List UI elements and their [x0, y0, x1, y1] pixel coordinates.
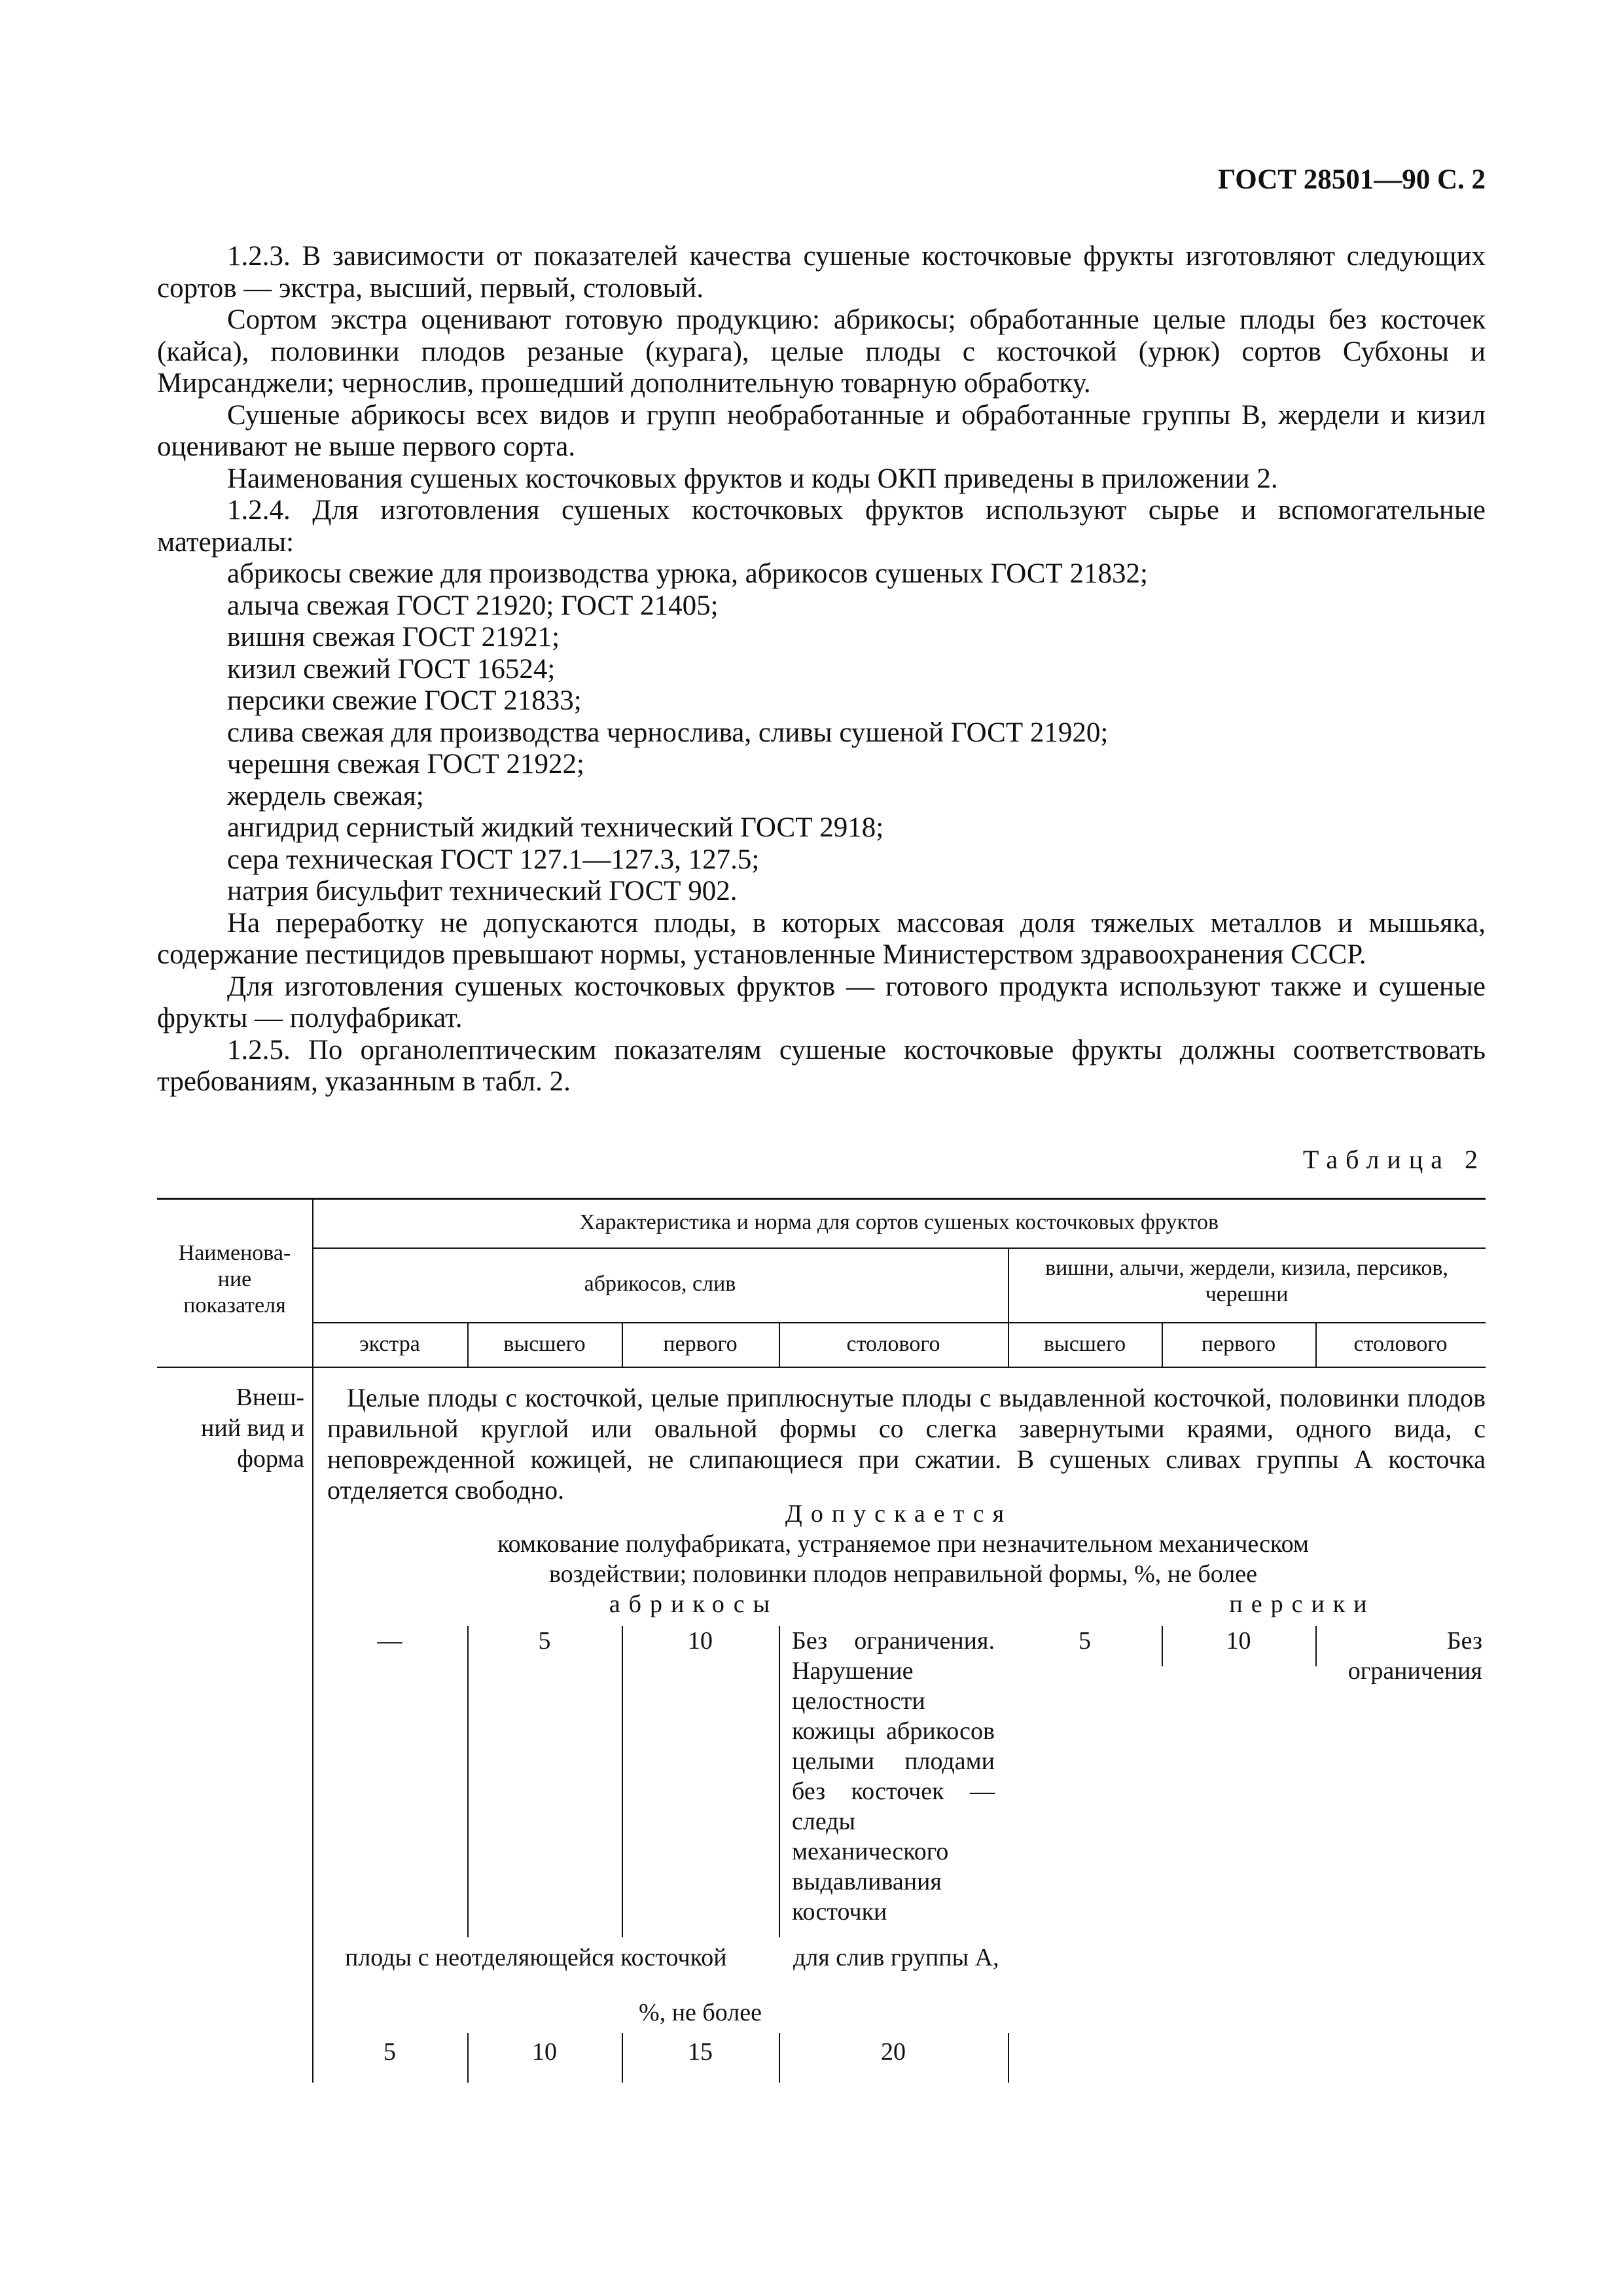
pit-value-extra: 5 [383, 2038, 396, 2066]
material-item: черешня свежая ГОСТ 21922; [227, 749, 585, 780]
material-item: алыча свежая ГОСТ 21920; ГОСТ 21405; [227, 590, 719, 621]
value-divider [1315, 1626, 1317, 1666]
peach-value-highest: 5 [1079, 1627, 1091, 1655]
table-header-bottom-rule [157, 1367, 1486, 1368]
grade-header: первого [663, 1332, 738, 1356]
value-divider [779, 2033, 780, 2083]
grade-header: высшего [1043, 1332, 1126, 1356]
material-item: вишня свежая ГОСТ 21921; [227, 622, 560, 653]
material-item: ангидрид сернистый жидкий технический ГОСТ 2918; [227, 812, 884, 843]
value-divider [467, 1626, 469, 1937]
table-caption: Таблица 2 [1302, 1145, 1486, 1174]
paragraph-extra-grade: Сортом экстра оценивают готовую продукцию: абрикосы; обработанные целые плоды без косточек (кайса), половинки плодов резаные (курага), целые плоды с косточкой (урюк) сортов Субхоны и Мирсанджели; чернослив, прошедший дополнительную товарную обработку. [157, 304, 1486, 399]
material-item: персики свежие ГОСТ 21833; [227, 685, 582, 716]
paragraph-1-2-3: 1.2.3. В зависимости от показателей качества сушеные косточковые фрукты изготовляют следующих сортов — экстра, высший, первый, столовый. [157, 241, 1486, 304]
pit-unit: %, не более [639, 1999, 762, 2026]
pit-text-2: для слив группы А, [793, 1944, 999, 1971]
grade-header: экстра [359, 1332, 420, 1356]
apricot-value-extra: — [377, 1627, 402, 1655]
table-header-rule-1 [312, 1247, 1486, 1249]
paragraph-processing-restrictions: На переработку не допускаются плоды, в которых массовая доля тяжелых металлов и мышьяка, содержание пестицидов превышают нормы, установленные Министерством здравоохранения СССР. [157, 907, 1486, 970]
material-item: кизил свежий ГОСТ 16524; [227, 653, 556, 685]
value-divider [1162, 1626, 1163, 1666]
pit-text-1: плоды с неотделяющейся косточкой [345, 1944, 727, 1971]
apricot-value-table: Без ограничения. Нарушение целостности кожицы абрикосов целыми плодами без косточек — следы механического выдавливания косточки [792, 1627, 995, 1926]
group-apricots-plums: абрикосов, слив [584, 1272, 736, 1296]
apricot-value-first: 10 [688, 1627, 713, 1655]
material-item: абрикосы свежие для производства урюка, абрикосов сушеных ГОСТ 21832; [227, 558, 1148, 589]
paragraph-dried-apricots: Сушеные абрикосы всех видов и групп необработанные и обработанные группы В, жердели и кизил оценивают не выше первого сорта. [157, 399, 1486, 462]
grade-header: первого [1201, 1332, 1276, 1356]
pit-value-highest: 10 [532, 2038, 557, 2066]
table-top-rule [157, 1198, 1486, 1200]
value-divider [467, 2033, 469, 2083]
paragraph-1-2-5: 1.2.5. По органолептическим показателям сушеные косточковые фрукты должны соответствовать требованиям, указанным в табл. 2. [157, 1034, 1486, 1097]
document-body [157, 241, 1486, 1098]
material-item: натрия бисульфит технический ГОСТ 902. [227, 876, 738, 906]
value-divider [779, 1626, 780, 1937]
paragraph-1-2-4: 1.2.4. Для изготовления сушеных косточковых фруктов используют сырье и вспомогательные материалы: [157, 495, 1486, 558]
group-cherries-etc: вишни, алычи, жердели, кизила, персиков, черешни [1045, 1256, 1448, 1306]
value-divider [622, 2033, 623, 2083]
pit-value-first: 15 [688, 2038, 713, 2066]
material-item: сера техническая ГОСТ 127.1—127.3, 127.5; [227, 844, 760, 875]
allowed-text: комкование полуфабриката, устраняемое при незначительном механическом воздействии; половинки плодов неправильной формы, %, не более [497, 1530, 1309, 1588]
paragraph-semi-finished: Для изготовления сушеных косточковых фруктов — готового продукта используют также и сушеные фрукты — полуфабрикат. [157, 971, 1486, 1033]
column-main-header: Характеристика и норма для сортов сушеных косточковых фруктов [579, 1210, 1219, 1234]
allowed-heading: Допускается [785, 1500, 1013, 1528]
grade-header: высшего [503, 1332, 586, 1356]
material-item: жердель свежая; [227, 780, 424, 812]
page-header: ГОСТ 28501—90 С. 2 [1217, 164, 1486, 195]
apricot-value-highest: 5 [538, 1627, 551, 1655]
peach-value-first: 10 [1226, 1627, 1251, 1655]
grade-header: столового [846, 1332, 940, 1356]
peach-value-table: Без ограничения [1347, 1627, 1482, 1685]
row-label-appearance: Внеш- ний вид и форма [201, 1384, 304, 1473]
column-indicator-header: Наименова- ние показателя [178, 1241, 291, 1318]
apricots-label: абрикосы [609, 1590, 779, 1618]
value-divider [1008, 2033, 1009, 2083]
peaches-label: персики [1229, 1590, 1376, 1618]
value-divider [622, 1626, 623, 1937]
material-item: слива свежая для производства чернослива, сливы сушеной ГОСТ 21920; [227, 717, 1109, 748]
appearance-description: Целые плоды с косточкой, целые приплюснутые плоды с выдавленной косточкой, половинки плодов правильной круглой или овальной формы со слегка завернутыми краями, одного вида, с неповрежденной кожицей, не слипающиеся при сжатии. В сушеных сливах группы А косточка отделяется свободно. [327, 1383, 1486, 1505]
grade-header: столового [1353, 1332, 1448, 1356]
pit-value-table: 20 [881, 2038, 906, 2066]
table-header-rule-2 [312, 1322, 1486, 1323]
paragraph-okp-codes: Наименования сушеных косточковых фруктов и коды ОКП приведены в приложении 2. [227, 463, 1278, 494]
